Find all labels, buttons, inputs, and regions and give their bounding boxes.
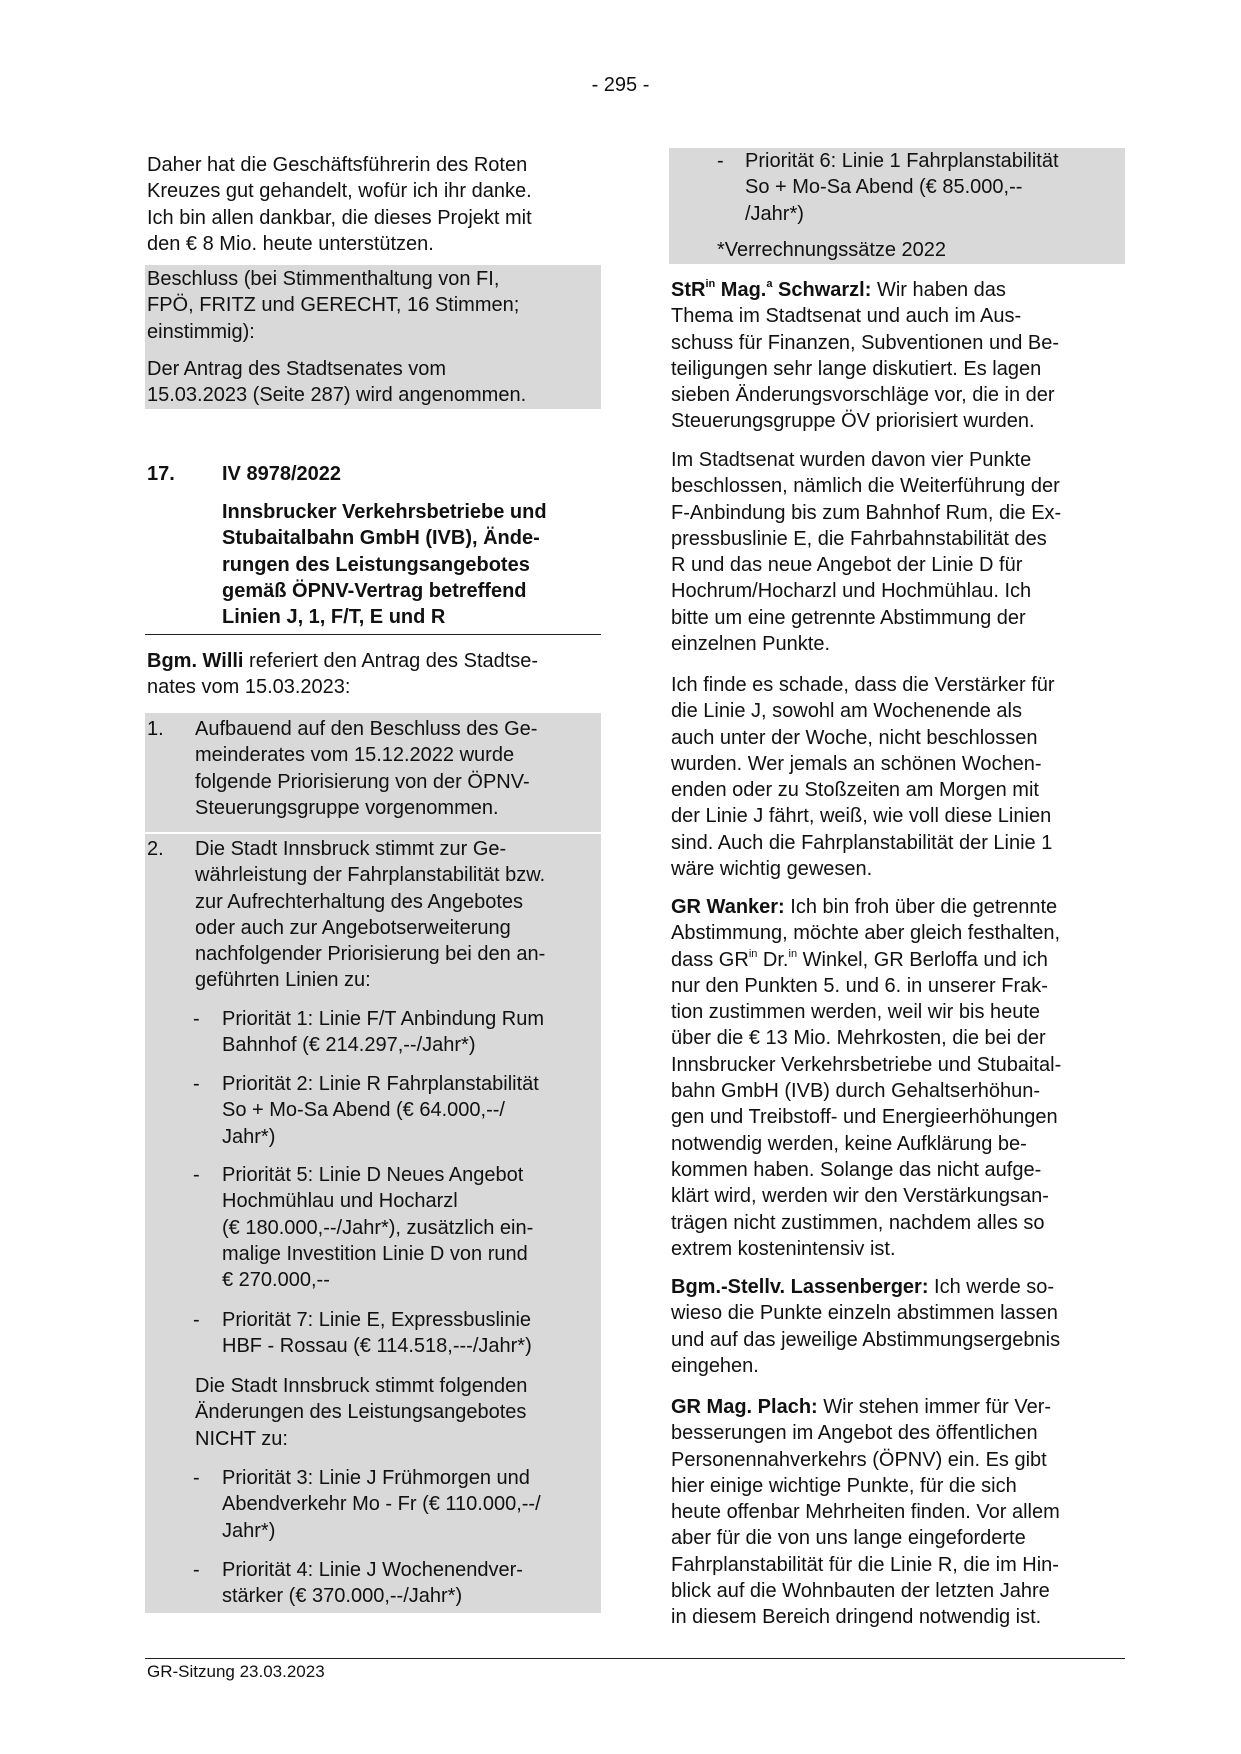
- text-line: Die Stadt Innsbruck stimmt folgenden: [195, 1375, 528, 1397]
- text-line: die Linie J, sowohl am Wochenende als: [671, 700, 1022, 723]
- text-segment: Wir haben das: [871, 279, 1006, 301]
- point-2-text: [195, 836, 545, 994]
- text-line: blick auf die Wohnbauten der letzten Jahre: [671, 1580, 1050, 1603]
- text-line: enden oder zu Stoßzeiten am Morgen mit: [671, 779, 1039, 802]
- text-line: [671, 277, 1059, 303]
- text-line: € 270.000,--: [222, 1269, 330, 1292]
- text-line: rungen des Leistungsangebotes: [222, 553, 530, 576]
- text-line: klärt wird, werden wir den Verstärkungsan-: [671, 1185, 1049, 1208]
- text-line: stärker (€ 370.000,--/Jahr*): [222, 1585, 463, 1608]
- text-segment: Winkel, GR Berloffa und ich: [797, 948, 1048, 971]
- text-line: So + Mo-Sa Abend (€ 85.000,--: [745, 176, 1023, 199]
- text-line: Abstimmung, möchte aber gleich festhalten,: [671, 922, 1061, 945]
- text-line: [671, 894, 1061, 920]
- text-line: Priorität 4: Linie J Wochenendver-: [222, 1559, 523, 1581]
- text-line: [147, 648, 538, 674]
- text-line: sieben Änderungsvorschläge vor, die in der: [671, 384, 1055, 407]
- text-line: pressbuslinie E, die Fahrbahnstabilität des: [671, 527, 1047, 550]
- text-line: Kreuzes gut gehandelt, wofür ich ihr danke.: [147, 180, 532, 203]
- text-segment: in: [788, 947, 798, 960]
- not-approved-intro: [195, 1373, 527, 1452]
- text-line: Jahr*): [222, 1519, 276, 1542]
- text-line: und auf das jeweilige Abstimmungsergebnis: [671, 1328, 1061, 1351]
- text-line: Daher hat die Geschäftsführerin des Roten: [147, 154, 528, 176]
- speaker-name: Bgm.-Stellv. Lassenberger:: [671, 1276, 929, 1298]
- text-line: Abendverkehr Mo - Fr (€ 110.000,--/: [222, 1493, 541, 1516]
- statement-stadtsenat: [671, 447, 1061, 657]
- text-line: in diesem Bereich dringend notwendig ist.: [671, 1606, 1042, 1629]
- text-line: zur Aufrechterhaltung des Angebotes: [195, 890, 524, 913]
- text-segment: referiert den Antrag des Stadtse-: [243, 650, 539, 672]
- text-line: einstimmig):: [147, 320, 255, 343]
- speaker-name: Mag.: [715, 279, 767, 301]
- text-line: Linien J, 1, F/T, E und R: [222, 606, 446, 629]
- text-line: Bahnhof (€ 214.297,--/Jahr*): [222, 1034, 476, 1057]
- bullet-dash: -: [193, 1467, 200, 1489]
- text-line: nur den Punkten 5. und 6. in unserer Frak-: [671, 974, 1048, 997]
- text-line: Priorität 5: Linie D Neues Angebot: [222, 1164, 524, 1186]
- bullet-dash: -: [193, 1309, 200, 1331]
- text-line: besserungen im Angebot des öffentlichen: [671, 1422, 1038, 1445]
- bullet-dash: -: [193, 1073, 200, 1095]
- text-line: kommen haben. Solange das nicht aufge-: [671, 1158, 1042, 1181]
- statement-plach: [671, 1394, 1060, 1631]
- text-segment: Dr.: [757, 948, 789, 971]
- speaker-name: StR: [671, 279, 706, 301]
- priority-1: [222, 1006, 544, 1059]
- text-line: einzelnen Punkte.: [671, 633, 831, 656]
- text-line: Im Stadtsenat wurden davon vier Punkte: [671, 449, 1032, 471]
- priority-3: [222, 1465, 541, 1544]
- bullet-dash: -: [193, 1164, 200, 1186]
- text-line: geführten Linien zu:: [195, 969, 371, 992]
- text-line: über die € 13 Mio. Mehrkosten, die bei der: [671, 1027, 1046, 1050]
- text-line: schuss für Finanzen, Subventionen und Be-: [671, 331, 1060, 354]
- text-line: Steuerungsgruppe vorgenommen.: [195, 796, 499, 819]
- text-line: Priorität 6: Linie 1 Fahrplanstabilität: [745, 150, 1059, 172]
- text-line: bahn GmbH (IVB) durch Gehaltserhöhun-: [671, 1080, 1041, 1103]
- speaker-name: Bgm. Willi: [147, 650, 244, 672]
- text-line: 15.03.2023 (Seite 287) wird angenommen.: [147, 384, 527, 407]
- text-line: [671, 1394, 1060, 1420]
- text-segment: Ich werde so-: [928, 1276, 1055, 1298]
- text-line: trägen nicht zustimmen, nachdem alles so: [671, 1211, 1045, 1234]
- speaker-name: GR Mag. Plach:: [671, 1396, 818, 1418]
- speaker-name: in: [705, 278, 716, 290]
- text-line: Personennahverkehrs (ÖPNV) ein. Es gibt: [671, 1448, 1047, 1471]
- speaker-name: a: [766, 278, 773, 290]
- text-line: Die Stadt Innsbruck stimmt zur Ge-: [195, 838, 507, 860]
- text-line: R und das neue Angebot der Linie D für: [671, 554, 1023, 577]
- item-number: 17.: [147, 463, 175, 485]
- text-line: nachfolgender Priorisierung bei den an-: [195, 943, 546, 966]
- text-line: Änderungen des Leistungsangebotes: [195, 1401, 527, 1424]
- text-line: der Linie J fährt, weiß, wie voll diese Linien: [671, 805, 1052, 828]
- speaker-name: GR Wanker:: [671, 896, 785, 918]
- point-2-number: 2.: [147, 838, 164, 860]
- text-line: meinderates vom 15.12.2022 wurde: [195, 744, 515, 767]
- text-line: Priorität 1: Linie F/T Anbindung Rum: [222, 1008, 545, 1030]
- title-divider: [145, 634, 601, 635]
- text-line: teiligungen sehr lange diskutiert. Es lagen: [671, 357, 1042, 380]
- text-line: oder auch zur Angebotserweiterung: [195, 916, 511, 939]
- text-line: So + Mo-Sa Abend (€ 64.000,--/: [222, 1099, 505, 1122]
- text-line: gemäß ÖPNV-Vertrag betreffend: [222, 579, 527, 602]
- text-line: Innsbrucker Verkehrsbetriebe und Stubaital-: [671, 1053, 1062, 1076]
- priority-7: [222, 1307, 532, 1360]
- text-segment: in: [748, 947, 758, 960]
- text-line: auch unter der Woche, nicht beschlossen: [671, 726, 1038, 749]
- text-line: Hochrum/Hocharzl und Hochmühlau. Ich: [671, 580, 1032, 603]
- text-line: wurden. Wer jemals an schönen Wochen-: [671, 752, 1042, 775]
- text-line: notwendig werden, keine Aufklärung be-: [671, 1132, 1027, 1155]
- intro-paragraph: [147, 152, 532, 257]
- text-line: eingehen.: [671, 1354, 759, 1377]
- bullet-dash: -: [193, 1008, 200, 1030]
- text-line: NICHT zu:: [195, 1427, 288, 1450]
- text-line: Ich bin allen dankbar, die dieses Projekt mit: [147, 206, 532, 229]
- page-number: - 295 -: [591, 74, 650, 96]
- text-line: gen und Treibstoff- und Energieerhöhungen: [671, 1106, 1058, 1129]
- point-1-number: 1.: [147, 718, 164, 740]
- text-line: hier einige wichtige Punkte, für die sich: [671, 1474, 1017, 1497]
- text-line: Ich finde es schade, dass die Verstärker für: [671, 674, 1055, 696]
- text-line: heute offenbar Mehrheiten finden. Vor allem: [671, 1501, 1060, 1524]
- text-line: währleistung der Fahrplanstabilität bzw.: [195, 864, 546, 887]
- item-title: [222, 499, 547, 630]
- item-reference: IV 8978/2022: [222, 463, 341, 485]
- text-line: beschlossen, nämlich die Weiterführung der: [671, 475, 1060, 498]
- text-segment: dass GR: [671, 948, 749, 971]
- priority-5: [222, 1162, 533, 1293]
- text-line: /Jahr*): [745, 202, 804, 225]
- text-line: bitte um eine getrennte Abstimmung der: [671, 606, 1026, 629]
- text-line: HBF - Rossau (€ 114.518,---/Jahr*): [222, 1335, 532, 1358]
- text-line: Priorität 2: Linie R Fahrplanstabilität: [222, 1073, 539, 1095]
- text-line: folgende Priorisierung von der ÖPNV-: [195, 770, 530, 793]
- text-line: Priorität 3: Linie J Frühmorgen und: [222, 1467, 530, 1489]
- footnote: [717, 237, 946, 263]
- priority-2: [222, 1071, 539, 1150]
- text-line: den € 8 Mio. heute unterstützen.: [147, 232, 434, 255]
- text-line: aber für die von uns lange eingeforderte: [671, 1527, 1026, 1550]
- text-segment: Ich bin froh über die getrennte: [784, 896, 1058, 918]
- text-line: Fahrplanstabilität für die Linie R, die im Hin-: [671, 1553, 1059, 1576]
- resolution-heading: [147, 266, 519, 345]
- text-line: nates vom 15.03.2023:: [147, 676, 351, 699]
- point-1-text: [195, 716, 537, 821]
- text-line: Aufbauend auf den Beschluss des Ge-: [195, 718, 538, 740]
- text-line: *Verrechnungssätze 2022: [717, 239, 947, 261]
- text-line: Stubaitalbahn GmbH (IVB), Ände-: [222, 527, 540, 550]
- text-line: Der Antrag des Stadtsenates vom: [147, 358, 447, 380]
- text-line: F-Anbindung bis zum Bahnhof Rum, die Ex-: [671, 501, 1062, 524]
- speaker-name: Schwarzl:: [772, 279, 872, 301]
- text-line: Jahr*): [222, 1125, 276, 1148]
- text-line: Innsbrucker Verkehrsbetriebe und: [222, 501, 547, 523]
- text-segment: Wir stehen immer für Ver-: [817, 1396, 1052, 1418]
- text-line: Steuerungsgruppe ÖV priorisiert wurden.: [671, 410, 1035, 433]
- statement-lassenberger: [671, 1274, 1060, 1379]
- willi-paragraph: [147, 648, 538, 701]
- text-line: sind. Auch die Fahrplanstabilität der Linie 1: [671, 831, 1053, 854]
- text-line: malige Investition Linie D von rund: [222, 1242, 528, 1265]
- statement-schade: [671, 672, 1055, 882]
- text-line: Thema im Stadtsenat und auch im Aus-: [671, 305, 1022, 328]
- footer-divider: [145, 1658, 1125, 1659]
- priority-4: [222, 1557, 523, 1610]
- text-line: FPÖ, FRITZ und GERECHT, 16 Stimmen;: [147, 294, 520, 317]
- text-line: extrem kostenintensiv ist.: [671, 1237, 896, 1260]
- text-line: tion zustimmen werden, weil wir bis heute: [671, 1001, 1041, 1024]
- text-line: wäre wichtig gewesen.: [671, 858, 873, 881]
- text-line: wieso die Punkte einzeln abstimmen lassen: [671, 1302, 1058, 1325]
- text-line: [671, 947, 1061, 973]
- text-line: Beschluss (bei Stimmenthaltung von FI,: [147, 268, 500, 290]
- statement-wanker: [671, 894, 1061, 1262]
- resolution-text: [147, 356, 526, 409]
- statement-schwarzl: [671, 277, 1059, 435]
- priority-6: [745, 148, 1059, 227]
- text-line: (€ 180.000,--/Jahr*), zusätzlich ein-: [222, 1216, 534, 1239]
- bullet-dash: -: [717, 150, 724, 172]
- text-line: Hochmühlau und Hocharzl: [222, 1190, 458, 1213]
- bullet-dash: -: [193, 1559, 200, 1581]
- footer-text: GR-Sitzung 23.03.2023: [147, 1662, 325, 1681]
- text-line: Priorität 7: Linie E, Expressbuslinie: [222, 1309, 532, 1331]
- text-line: [671, 1274, 1060, 1300]
